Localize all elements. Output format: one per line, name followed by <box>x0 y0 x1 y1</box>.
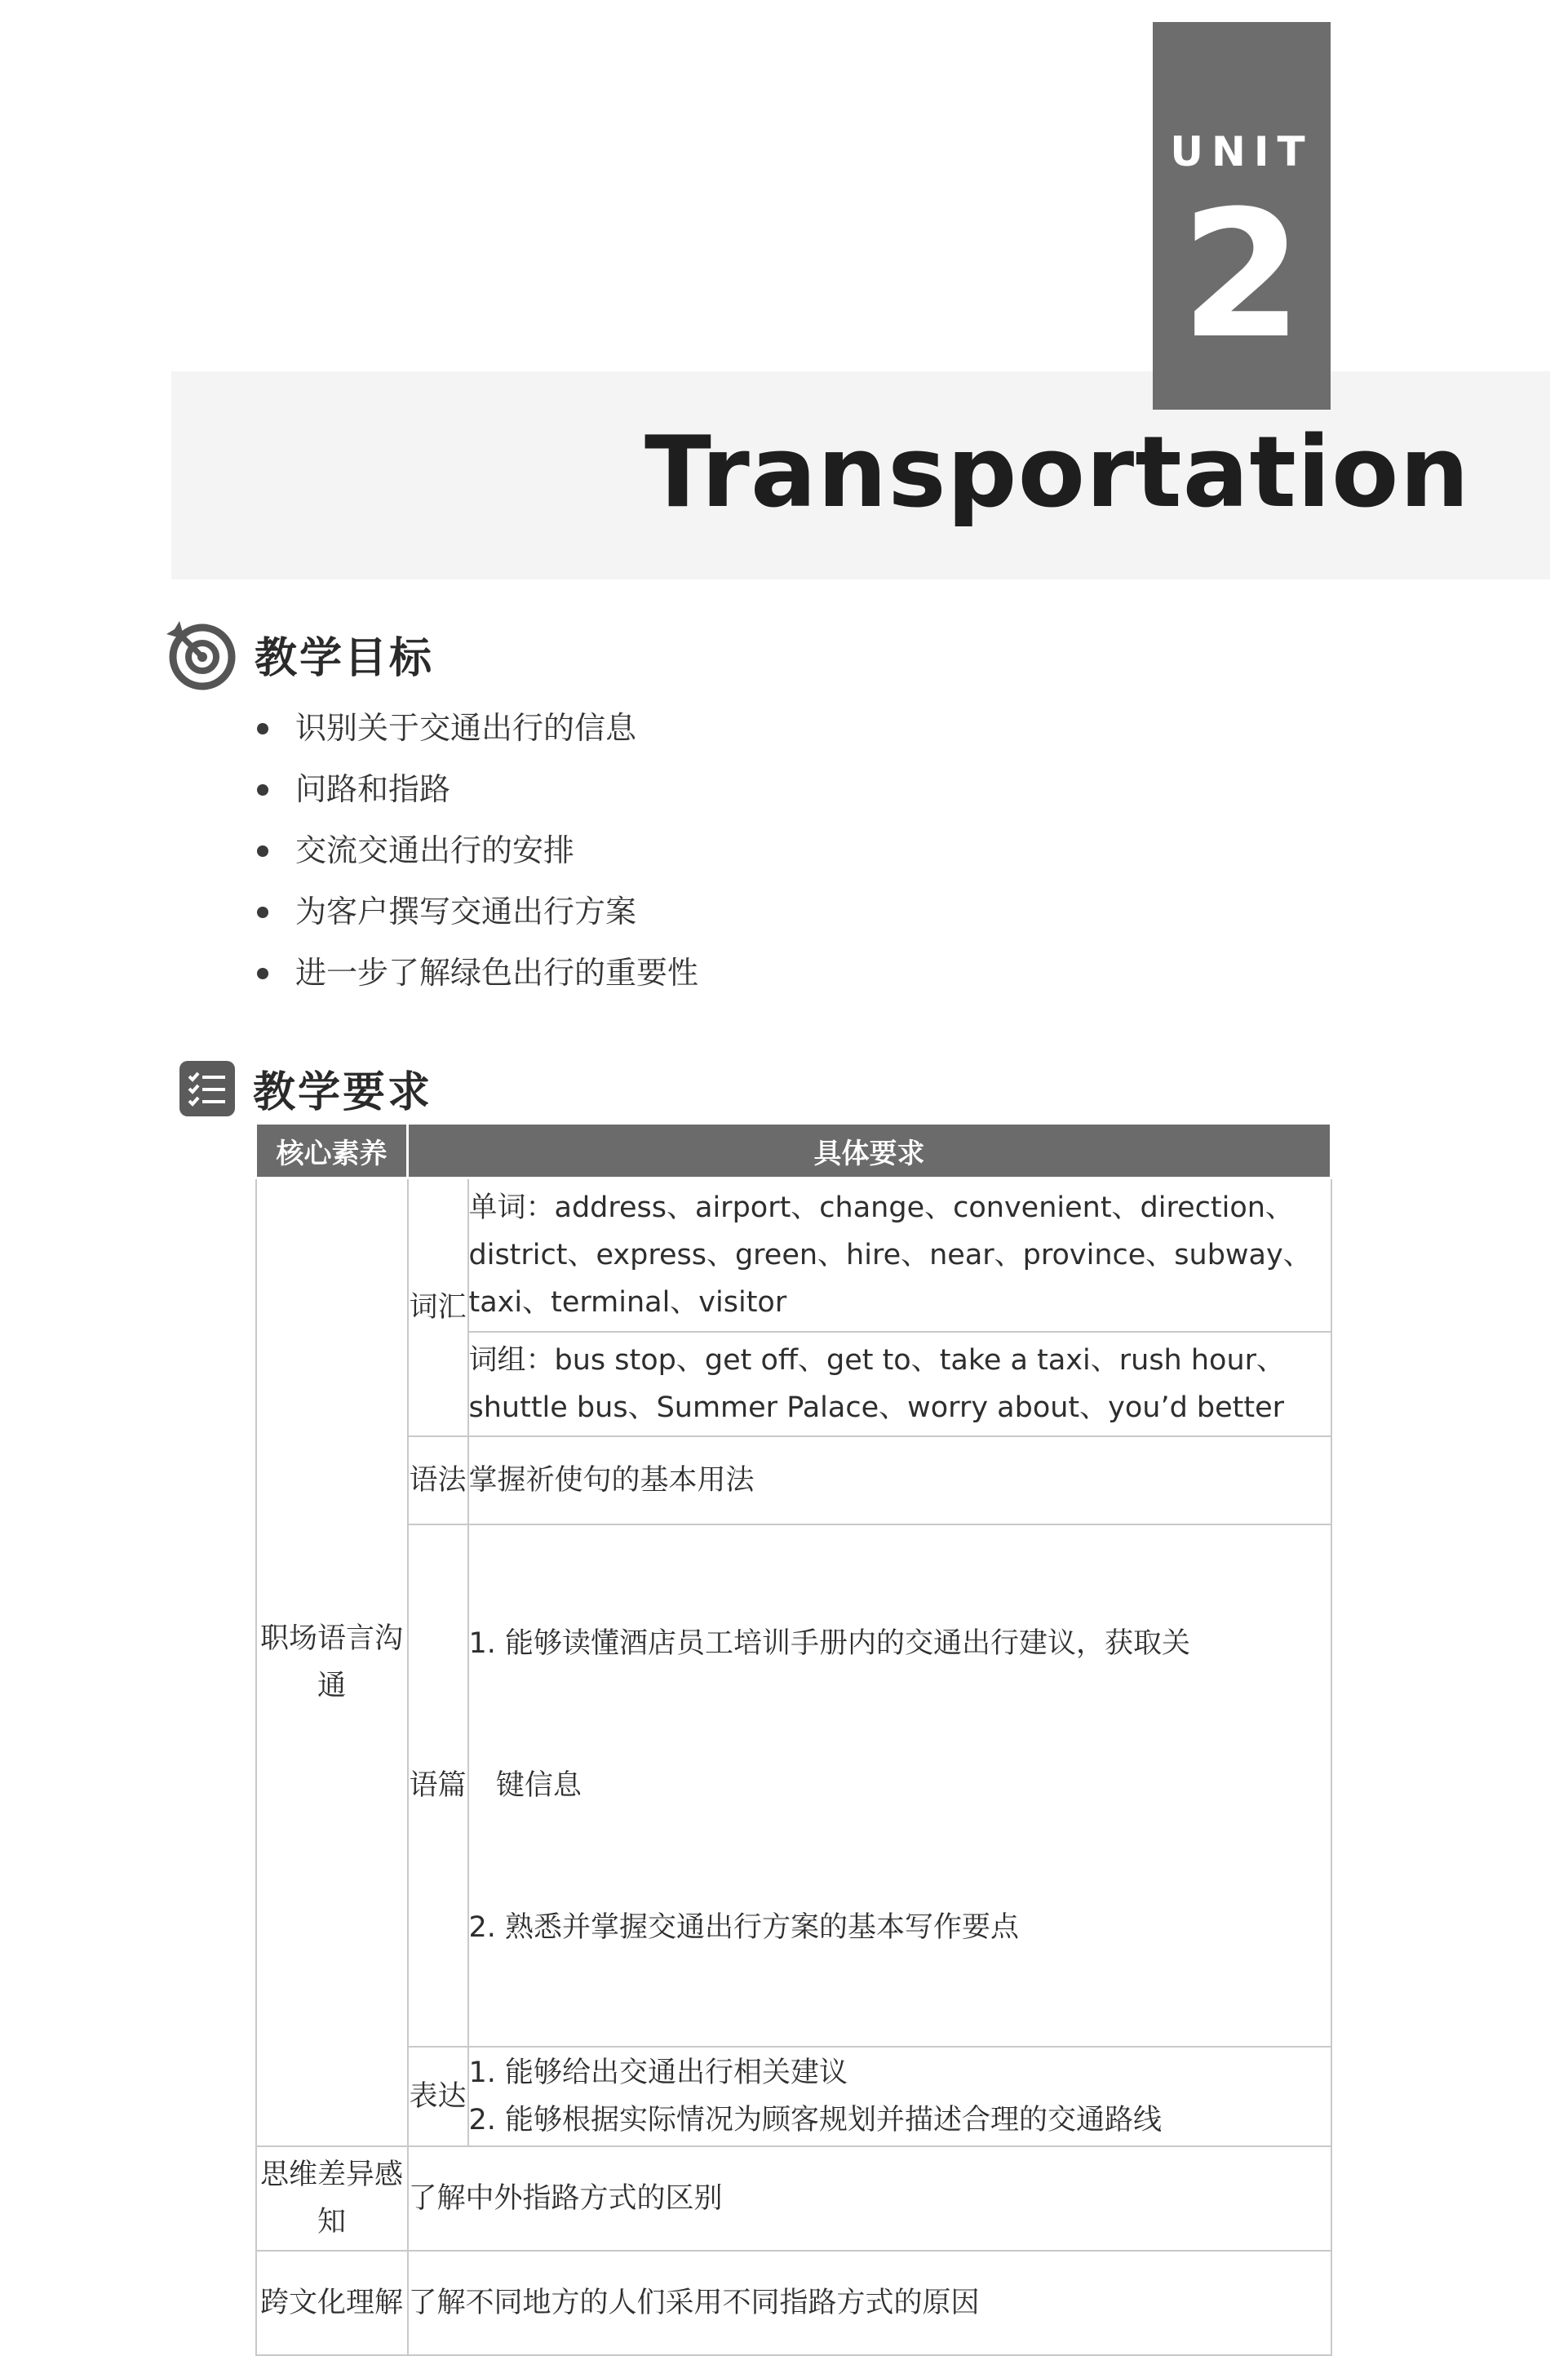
sub-label-cell: 表达 <box>408 2047 468 2146</box>
core-cell: 职场语言沟通 <box>256 1178 408 2147</box>
table-row <box>256 2047 1331 2146</box>
objectives-heading <box>162 616 434 691</box>
unit-number: 2 <box>1180 172 1303 377</box>
table-row <box>256 1524 1331 2047</box>
objective-text: 进一步了解绿色出行的重要性 <box>295 955 699 991</box>
objectives-list <box>249 698 698 1004</box>
detail-cell <box>468 1524 1331 2047</box>
list-item <box>249 820 698 881</box>
requirements-table <box>255 1122 1332 2356</box>
list-item <box>249 943 698 1004</box>
sub-label-cell: 语法 <box>408 1436 468 1524</box>
text-line: district、express、green、hire、near、province、subway、 <box>468 1239 1312 1271</box>
unit-label: UNIT <box>1170 128 1313 175</box>
table-row <box>256 1178 1331 1333</box>
table-row <box>256 1436 1331 1524</box>
list-item <box>249 881 698 943</box>
text-line: 2. 熟悉并掌握交通出行方案的基本写作要点 <box>468 1911 1020 1944</box>
objective-text: 识别关于交通出行的信息 <box>295 710 637 746</box>
unit-badge <box>1153 22 1331 410</box>
objective-text: 问路和指路 <box>295 771 451 807</box>
bullet-dot <box>257 907 268 918</box>
text-line: 2. 能够根据实际情况为顾客规划并描述合理的交通路线 <box>468 2104 1163 2136</box>
text-line: 词组：bus stop、get off、get to、take a taxi、rush hour、 <box>468 1344 1286 1377</box>
bullet-dot <box>257 784 268 796</box>
table-header-row <box>256 1124 1331 1178</box>
column-header-core: 核心素养 <box>256 1124 408 1178</box>
core-cell: 思维差异感知 <box>256 2146 408 2251</box>
objectives-title: 教学目标 <box>255 633 435 683</box>
core-cell: 跨文化理解 <box>256 2251 408 2355</box>
requirements-heading <box>173 1058 432 1119</box>
detail-cell: 了解中外指路方式的区别 <box>408 2146 1331 2251</box>
table-row <box>256 2251 1331 2355</box>
bullet-dot <box>257 723 268 734</box>
column-header-detail: 具体要求 <box>408 1124 1331 1178</box>
checklist-icon <box>179 1061 235 1116</box>
table-row <box>256 2146 1331 2251</box>
detail-cell <box>468 1332 1331 1436</box>
text-line: taxi、terminal、visitor <box>468 1286 787 1319</box>
detail-cell: 掌握祈使句的基本用法 <box>468 1436 1331 1524</box>
text-line: 键信息 <box>468 1769 582 1802</box>
text-line: 1. 能够给出交通出行相关建议 <box>468 2057 848 2089</box>
detail-cell <box>468 2047 1331 2146</box>
bullet-dot <box>257 968 268 979</box>
text-line: 单词：address、airport、change、convenient、direction、 <box>468 1191 1294 1224</box>
detail-cell <box>468 1178 1331 1333</box>
list-item <box>249 759 698 820</box>
requirements-title: 教学要求 <box>253 1068 433 1117</box>
objective-text: 为客户撰写交通出行方案 <box>295 894 637 930</box>
text-line: 1. 能够读懂酒店员工培训手册内的交通出行建议，获取关 <box>468 1627 1191 1660</box>
list-item <box>249 698 698 759</box>
objective-text: 交流交通出行的安排 <box>295 832 575 868</box>
detail-cell: 了解不同地方的人们采用不同指路方式的原因 <box>408 2251 1331 2355</box>
page-title: Transportation <box>644 416 1470 530</box>
target-icon <box>162 616 237 691</box>
sub-label-cell: 语篇 <box>408 1524 468 2047</box>
text-line: shuttle bus、Summer Palace、worry about、you’d better <box>468 1391 1285 1424</box>
bullet-dot <box>257 845 268 857</box>
sub-label-cell: 词汇 <box>408 1178 468 1437</box>
